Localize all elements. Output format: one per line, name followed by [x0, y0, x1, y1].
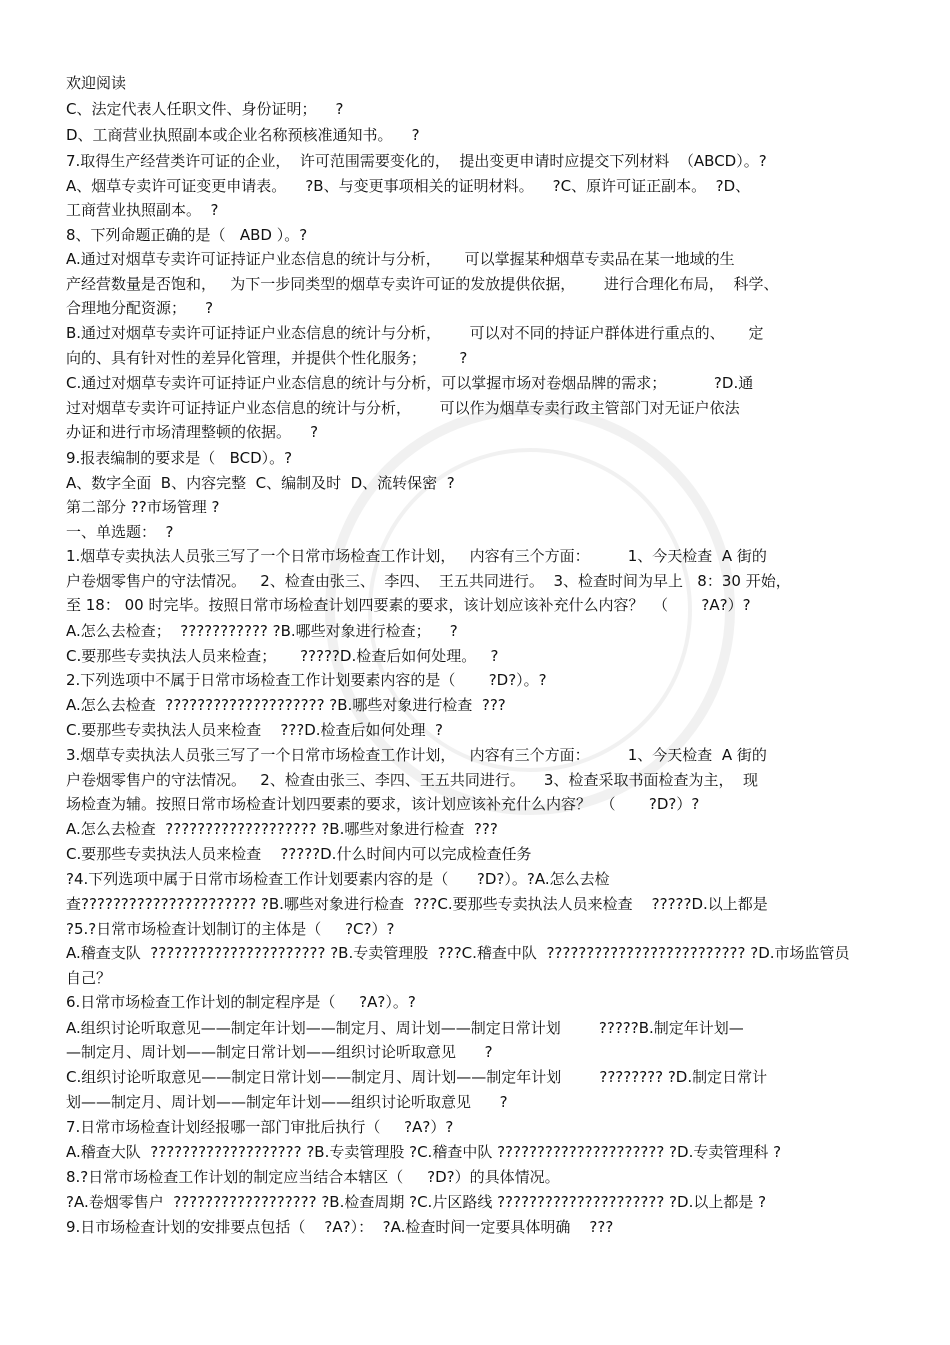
text-line: A、烟草专卖许可证变更申请表。 ?B、与变更事项相关的证明材料。 ?C、原许可证正副本。 ?D、	[66, 177, 751, 195]
text-line: 欢迎阅读	[66, 74, 127, 92]
text-line: 划——制定月、周计划——制定年计划——组织讨论听取意见 ?	[66, 1093, 508, 1111]
text-line: 产经营数量是否饱和， 为下一步同类型的烟草专卖许可证的发放提供依据， 进行合理化布局， 科学、	[66, 275, 779, 293]
text-line: 过对烟草专卖许可证持证户业态信息的统计与分析， 可以作为烟草专卖行政主管部门对无证户依法	[66, 399, 740, 417]
text-line: A.怎么去检查； ??????????? ?B.哪些对象进行检查； ?	[66, 622, 458, 640]
text-line: 8.?日常市场检查工作计划的制定应当结合本辖区（ ?D?）的具体情况。	[66, 1168, 560, 1186]
text-line: C、法定代表人任职文件、身份证明； ?	[66, 100, 344, 118]
text-line: B.通过对烟草专卖许可证持证户业态信息的统计与分析， 可以对不同的持证户群体进行重点的、 定	[66, 324, 764, 342]
text-line: 7.日常市场检查计划经报哪一部门审批后执行（ ?A?）?	[66, 1118, 454, 1136]
text-line: A.稽查支队 ?????????????????????? ?B.专卖管理股 ???C.稽查中队 ????????????????????????? ?D.市场监管员	[66, 944, 850, 962]
text-line: A.稽查大队 ??????????????????? ?B.专卖管理股 ?C.稽查中队 ????????????????????? ?D.专卖管理科 ?	[66, 1143, 782, 1161]
text-line: 户卷烟零售户的守法情况。 2、检查由张三、 李四、 王五共同进行。 3、检查时间为早上 8：30 开始，	[66, 572, 791, 590]
text-line: 第二部分 ??市场管理 ?	[66, 498, 220, 516]
text-line: 3.烟草专卖执法人员张三写了一个日常市场检查工作计划， 内容有三个方面： 1、今天检查 A 街的	[66, 746, 767, 764]
text-line: ?A.卷烟零售户 ?????????????????? ?B.检查周期 ?C.片区路线 ????????????????????? ?D.以上都是 ?	[66, 1193, 767, 1211]
text-line: 至 18： 00 时完毕。按照日常市场检查计划四要素的要求，该计划应该补充什么内容？ （ ?A?）?	[66, 596, 751, 614]
text-line: 8、下列命题正确的是（ ABD ）。?	[66, 226, 308, 244]
text-line: 6.日常市场检查工作计划的制定程序是（ ?A?）。?	[66, 993, 416, 1011]
text-line: 查?????????????????????? ?B.哪些对象进行检查 ???C.要那些专卖执法人员来检查 ?????D.以上都是	[66, 895, 768, 913]
text-line: —制定月、周计划——制定日常计划——组织讨论听取意见 ?	[66, 1043, 493, 1061]
text-line: 合理地分配资源； ?	[66, 299, 214, 317]
text-line: 一、单选题： ?	[66, 523, 174, 541]
text-line: A.通过对烟草专卖许可证持证户业态信息的统计与分析， 可以掌握某种烟草专卖品在某一地域的生	[66, 250, 735, 268]
text-line: 向的、具有针对性的差异化管理，并提供个性化服务； ?	[66, 349, 468, 367]
text-line: C.组织讨论听取意见——制定日常计划——制定月、周计划——制定年计划 ???????? ?D.制定日常计	[66, 1068, 768, 1086]
text-line: 自己？	[66, 969, 112, 987]
text-line: 9.报表编制的要求是（ BCD）。?	[66, 449, 293, 467]
text-line: ?4.下列选项中属于日常市场检查工作计划要素内容的是（ ?D?）。?A.怎么去检	[66, 870, 610, 888]
text-line: 7.取得生产经营类许可证的企业， 许可范围需要变化的， 提出变更申请时应提交下列材料 （ABCD）。?	[66, 152, 767, 170]
text-line: ?5.?日常市场检查计划制订的主体是（ ?C?）?	[66, 920, 395, 938]
text-line: C.要那些专卖执法人员来检查 ???D.检查后如何处理 ?	[66, 721, 444, 739]
text-line: C.要那些专卖执法人员来检查； ?????D.检查后如何处理。 ?	[66, 647, 499, 665]
text-line: 场检查为辅。按照日常市场检查计划四要素的要求，该计划应该补充什么内容？ （ ?D?）?	[66, 795, 700, 813]
text-line: A.怎么去检查 ???????????????????? ?B.哪些对象进行检查 ???	[66, 696, 506, 714]
text-line: 工商营业执照副本。 ?	[66, 201, 219, 219]
text-line: C.要那些专卖执法人员来检查 ?????D.什么时间内可以完成检查任务	[66, 845, 532, 863]
text-line: A.组织讨论听取意见——制定年计划——制定月、周计划——制定日常计划 ?????B.制定年计划—	[66, 1019, 744, 1037]
text-line: 9.日市场检查计划的安排要点包括（ ?A?）： ?A.检查时间一定要具体明确 ???	[66, 1218, 614, 1236]
text-line: 户卷烟零售户的守法情况。 2、检查由张三、李四、王五共同进行。 3、检查采取书面检查为主， 现	[66, 771, 759, 789]
text-line: 1.烟草专卖执法人员张三写了一个日常市场检查工作计划， 内容有三个方面： 1、今天检查 A 街的	[66, 547, 767, 565]
text-line: 2.下列选项中不属于日常市场检查工作计划要素内容的是（ ?D?）。?	[66, 671, 547, 689]
text-line: C.通过对烟草专卖许可证持证户业态信息的统计与分析，可以掌握市场对卷烟品牌的需求； ?D.通	[66, 374, 754, 392]
text-line: A、数字全面 B、内容完整 C、编制及时 D、流转保密 ?	[66, 474, 455, 492]
text-line: A.怎么去检查 ??????????????????? ?B.哪些对象进行检查 ???	[66, 820, 498, 838]
text-line: 办证和进行市场清理整顿的依据。 ?	[66, 423, 319, 441]
text-line: D、工商营业执照副本或企业名称预核准通知书。 ?	[66, 126, 420, 144]
